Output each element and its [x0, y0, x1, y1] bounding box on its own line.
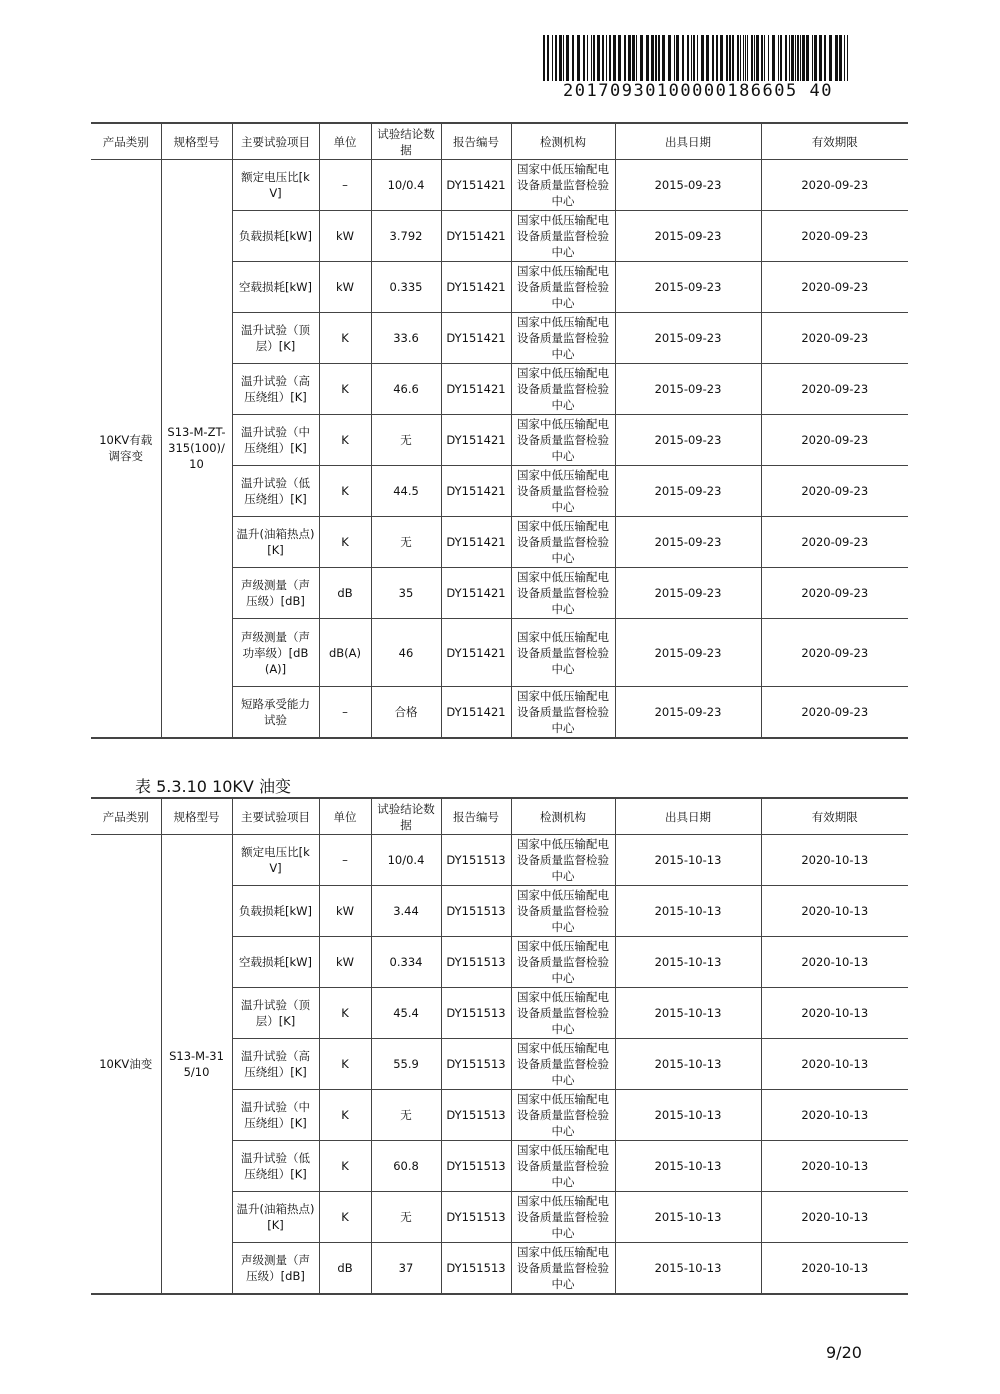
col-header-unit: 单位: [319, 123, 371, 160]
valid-cell: 2020-09-23: [761, 517, 908, 568]
barcode-bar: [563, 35, 564, 81]
report-cell: DY151421: [441, 262, 511, 313]
col-header-org: 检测机构: [511, 123, 615, 160]
unit-cell: K: [319, 1090, 371, 1141]
org-cell: 国家中低压输配电设备质量监督检验中心: [511, 1141, 615, 1192]
org-cell: 国家中低压输配电设备质量监督检验中心: [511, 262, 615, 313]
org-cell: 国家中低压输配电设备质量监督检验中心: [511, 835, 615, 886]
item-cell: 声级测量（声压级）[dB]: [232, 1243, 319, 1294]
valid-cell: 2020-09-23: [761, 211, 908, 262]
value-cell: 46: [371, 619, 441, 687]
valid-cell: 2020-09-23: [761, 687, 908, 738]
issued-cell: 2015-09-23: [615, 517, 761, 568]
barcode-bar: [632, 35, 635, 81]
barcode: [543, 35, 853, 81]
col-header-product: 产品类别: [91, 798, 161, 835]
unit-cell: K: [319, 1192, 371, 1243]
item-cell: 温升(油箱热点)[K]: [232, 517, 319, 568]
value-cell: 10/0.4: [371, 160, 441, 211]
unit-cell: K: [319, 313, 371, 364]
barcode-bar: [706, 35, 709, 81]
col-header-report: 报告编号: [441, 123, 511, 160]
col-header-issued: 出具日期: [615, 123, 761, 160]
value-cell: 35: [371, 568, 441, 619]
issued-cell: 2015-10-13: [615, 1192, 761, 1243]
barcode-bar: [789, 35, 790, 81]
org-cell: 国家中低压输配电设备质量监督检验中心: [511, 619, 615, 687]
unit-cell: K: [319, 1039, 371, 1090]
barcode-bar: [726, 35, 728, 81]
col-header-issued: 出具日期: [615, 798, 761, 835]
col-header-unit: 单位: [319, 798, 371, 835]
valid-cell: 2020-09-23: [761, 160, 908, 211]
org-cell: 国家中低压输配电设备质量监督检验中心: [511, 687, 615, 738]
barcode-bar: [844, 35, 845, 81]
value-cell: 55.9: [371, 1039, 441, 1090]
org-cell: 国家中低压输配电设备质量监督检验中心: [511, 1192, 615, 1243]
barcode-bar: [806, 35, 809, 81]
barcode-bar: [547, 35, 549, 81]
issued-cell: 2015-10-13: [615, 988, 761, 1039]
org-cell: 国家中低压输配电设备质量监督检验中心: [511, 937, 615, 988]
col-header-product: 产品类别: [91, 123, 161, 160]
report-cell: DY151421: [441, 160, 511, 211]
table-row: [91, 835, 908, 886]
col-header-model: 规格型号: [161, 798, 232, 835]
barcode-bar: [819, 35, 822, 81]
barcode-bar: [606, 35, 607, 81]
model-cell: S13-M-ZT-315(100)/10: [161, 160, 232, 738]
unit-cell: –: [319, 835, 371, 886]
report-cell: DY151513: [441, 937, 511, 988]
barcode-bar: [797, 35, 799, 81]
unit-cell: kW: [319, 211, 371, 262]
barcode-bar: [668, 35, 671, 81]
item-cell: 温升试验（低压绕组）[K]: [232, 1141, 319, 1192]
issued-cell: 2015-09-23: [615, 313, 761, 364]
barcode-bar: [662, 35, 665, 81]
item-cell: 温升试验（中压绕组）[K]: [232, 415, 319, 466]
item-cell: 空载损耗[kW]: [232, 262, 319, 313]
col-header-valid: 有效期限: [761, 798, 908, 835]
valid-cell: 2020-09-23: [761, 415, 908, 466]
barcode-bar: [543, 35, 545, 81]
unit-cell: K: [319, 1141, 371, 1192]
issued-cell: 2015-10-13: [615, 1141, 761, 1192]
issued-cell: 2015-09-23: [615, 262, 761, 313]
barcode-bar: [583, 35, 585, 81]
barcode-bar: [729, 35, 731, 81]
barcode-bar: [555, 35, 557, 81]
barcode-bar: [636, 35, 637, 81]
barcode-bar: [754, 35, 755, 81]
item-cell: 负载损耗[kW]: [232, 886, 319, 937]
unit-cell: dB: [319, 1243, 371, 1294]
barcode-bar: [847, 35, 848, 81]
barcode-bar: [745, 35, 746, 81]
barcode-bar: [609, 35, 611, 81]
value-cell: 无: [371, 1192, 441, 1243]
barcode-bar: [778, 35, 779, 81]
valid-cell: 2020-10-13: [761, 988, 908, 1039]
item-cell: 温升试验（顶层）[K]: [232, 988, 319, 1039]
barcode-bar: [572, 35, 574, 81]
report-cell: DY151421: [441, 687, 511, 738]
item-cell: 声级测量（声压级）[dB]: [232, 568, 319, 619]
barcode-bar: [682, 35, 684, 81]
barcode-bar: [737, 35, 739, 81]
report-cell: DY151513: [441, 1039, 511, 1090]
barcode-bar: [658, 35, 660, 81]
col-header-org: 检测机构: [511, 798, 615, 835]
value-cell: 合格: [371, 687, 441, 738]
report-cell: DY151513: [441, 1192, 511, 1243]
value-cell: 无: [371, 1090, 441, 1141]
barcode-bar: [691, 35, 692, 81]
unit-cell: K: [319, 466, 371, 517]
org-cell: 国家中低压输配电设备质量监督检验中心: [511, 415, 615, 466]
barcode-bar: [651, 35, 654, 81]
barcode-bar: [785, 35, 787, 81]
unit-cell: K: [319, 517, 371, 568]
item-cell: 空载损耗[kW]: [232, 937, 319, 988]
unit-cell: dB: [319, 568, 371, 619]
barcode-bar: [764, 35, 765, 81]
issued-cell: 2015-10-13: [615, 835, 761, 886]
item-cell: 温升试验（顶层）[K]: [232, 313, 319, 364]
issued-cell: 2015-09-23: [615, 466, 761, 517]
col-header-valid: 有效期限: [761, 123, 908, 160]
product-cell: 10KV油变: [91, 835, 161, 1294]
org-cell: 国家中低压输配电设备质量监督检验中心: [511, 1243, 615, 1294]
item-cell: 额定电压比[kV]: [232, 835, 319, 886]
issued-cell: 2015-09-23: [615, 415, 761, 466]
unit-cell: K: [319, 364, 371, 415]
unit-cell: –: [319, 160, 371, 211]
issued-cell: 2015-09-23: [615, 211, 761, 262]
item-cell: 温升试验（中压绕组）[K]: [232, 1090, 319, 1141]
barcode-bar: [768, 35, 769, 81]
report-cell: DY151421: [441, 517, 511, 568]
org-cell: 国家中低压输配电设备质量监督检验中心: [511, 517, 615, 568]
org-cell: 国家中低压输配电设备质量监督检验中心: [511, 313, 615, 364]
org-cell: 国家中低压输配电设备质量监督检验中心: [511, 1090, 615, 1141]
value-cell: 0.335: [371, 262, 441, 313]
value-cell: 33.6: [371, 313, 441, 364]
barcode-bar: [712, 35, 714, 81]
value-cell: 无: [371, 415, 441, 466]
barcode-bar: [829, 35, 832, 81]
unit-cell: K: [319, 988, 371, 1039]
valid-cell: 2020-10-13: [761, 835, 908, 886]
barcode-bar: [655, 35, 657, 81]
org-cell: 国家中低压输配电设备质量监督检验中心: [511, 1039, 615, 1090]
valid-cell: 2020-09-23: [761, 313, 908, 364]
valid-cell: 2020-09-23: [761, 619, 908, 687]
barcode-bar: [640, 35, 643, 81]
report-cell: DY151421: [441, 466, 511, 517]
report-cell: DY151513: [441, 1141, 511, 1192]
test-results-table-1: [91, 122, 908, 739]
report-cell: DY151513: [441, 1243, 511, 1294]
barcode-bar: [613, 35, 616, 81]
org-cell: 国家中低压输配电设备质量监督检验中心: [511, 568, 615, 619]
value-cell: 46.6: [371, 364, 441, 415]
unit-cell: kW: [319, 937, 371, 988]
table-header-row: [91, 798, 908, 835]
item-cell: 短路承受能力试验: [232, 687, 319, 738]
report-cell: DY151421: [441, 313, 511, 364]
report-cell: DY151513: [441, 886, 511, 937]
valid-cell: 2020-09-23: [761, 364, 908, 415]
valid-cell: 2020-10-13: [761, 1141, 908, 1192]
valid-cell: 2020-10-13: [761, 1192, 908, 1243]
barcode-bar: [701, 35, 704, 81]
issued-cell: 2015-09-23: [615, 364, 761, 415]
valid-cell: 2020-09-23: [761, 466, 908, 517]
value-cell: 0.334: [371, 937, 441, 988]
valid-cell: 2020-09-23: [761, 568, 908, 619]
unit-cell: –: [319, 687, 371, 738]
barcode-bar: [566, 35, 569, 81]
report-cell: DY151513: [441, 1090, 511, 1141]
org-cell: 国家中低压输配电设备质量监督检验中心: [511, 466, 615, 517]
org-cell: 国家中低压输配电设备质量监督检验中心: [511, 160, 615, 211]
issued-cell: 2015-09-23: [615, 160, 761, 211]
report-cell: DY151421: [441, 211, 511, 262]
barcode-bar: [751, 35, 753, 81]
report-cell: DY151421: [441, 364, 511, 415]
barcode-bar: [835, 35, 838, 81]
barcode-bar: [740, 35, 741, 81]
barcode-bar: [839, 35, 842, 81]
barcode-bar: [646, 35, 649, 81]
value-cell: 3.792: [371, 211, 441, 262]
valid-cell: 2020-10-13: [761, 937, 908, 988]
value-cell: 45.4: [371, 988, 441, 1039]
barcode-bar: [597, 35, 600, 81]
barcode-bar: [697, 35, 698, 81]
barcode-bar: [720, 35, 723, 81]
barcode-bar: [624, 35, 626, 81]
valid-cell: 2020-10-13: [761, 1243, 908, 1294]
col-header-value: 试验结论数据: [371, 798, 441, 835]
test-results-table-2: [91, 797, 908, 1295]
barcode-bar: [693, 35, 695, 81]
issued-cell: 2015-09-23: [615, 568, 761, 619]
value-cell: 44.5: [371, 466, 441, 517]
issued-cell: 2015-09-23: [615, 619, 761, 687]
value-cell: 10/0.4: [371, 835, 441, 886]
barcode-bar: [676, 35, 679, 81]
unit-cell: dB(A): [319, 619, 371, 687]
barcode-bar: [628, 35, 631, 81]
barcode-bar: [587, 35, 588, 81]
col-header-item: 主要试验项目: [232, 798, 319, 835]
org-cell: 国家中低压输配电设备质量监督检验中心: [511, 886, 615, 937]
barcode-bar: [743, 35, 744, 81]
col-header-report: 报告编号: [441, 798, 511, 835]
report-cell: DY151421: [441, 415, 511, 466]
item-cell: 温升试验（低压绕组）[K]: [232, 466, 319, 517]
issued-cell: 2015-10-13: [615, 1243, 761, 1294]
unit-cell: kW: [319, 886, 371, 937]
barcode-bar: [791, 35, 794, 81]
barcode-bar: [780, 35, 782, 81]
col-header-item: 主要试验项目: [232, 123, 319, 160]
product-cell: 10KV有载调容变: [91, 160, 161, 738]
barcode-bar: [812, 35, 813, 81]
table-row: [91, 160, 908, 211]
org-cell: 国家中低压输配电设备质量监督检验中心: [511, 211, 615, 262]
issued-cell: 2015-10-13: [615, 1039, 761, 1090]
barcode-bar: [559, 35, 562, 81]
valid-cell: 2020-10-13: [761, 1039, 908, 1090]
item-cell: 温升(油箱热点)[K]: [232, 1192, 319, 1243]
barcode-bar: [552, 35, 553, 81]
barcode-bar: [732, 35, 734, 81]
valid-cell: 2020-09-23: [761, 262, 908, 313]
value-cell: 60.8: [371, 1141, 441, 1192]
issued-cell: 2015-10-13: [615, 937, 761, 988]
value-cell: 3.44: [371, 886, 441, 937]
barcode-bar: [802, 35, 805, 81]
barcode-bar: [674, 35, 675, 81]
barcode-bar: [824, 35, 826, 81]
barcode-bar: [800, 35, 801, 81]
barcode-bar: [761, 35, 763, 81]
report-cell: DY151421: [441, 619, 511, 687]
valid-cell: 2020-10-13: [761, 1090, 908, 1141]
barcode-bar: [593, 35, 595, 81]
report-cell: DY151513: [441, 988, 511, 1039]
issued-cell: 2015-10-13: [615, 886, 761, 937]
item-cell: 温升试验（高压绕组）[K]: [232, 1039, 319, 1090]
report-cell: DY151513: [441, 835, 511, 886]
valid-cell: 2020-10-13: [761, 886, 908, 937]
item-cell: 负载损耗[kW]: [232, 211, 319, 262]
item-cell: 额定电压比[kV]: [232, 160, 319, 211]
unit-cell: kW: [319, 262, 371, 313]
report-cell: DY151421: [441, 568, 511, 619]
barcode-bar: [747, 35, 748, 81]
page-number: 9/20: [826, 1343, 862, 1362]
issued-cell: 2015-10-13: [615, 1090, 761, 1141]
barcode-bar: [756, 35, 759, 81]
barcode-number: 20170930100000186605 40: [563, 81, 833, 101]
table-caption: 表 5.3.10 10KV 油变: [135, 777, 291, 796]
model-cell: S13-M-315/10: [161, 835, 232, 1294]
value-cell: 无: [371, 517, 441, 568]
barcode-bar: [814, 35, 817, 81]
unit-cell: K: [319, 415, 371, 466]
barcode-bar: [772, 35, 775, 81]
table-header-row: [91, 123, 908, 160]
barcode-bar: [591, 35, 592, 81]
value-cell: 37: [371, 1243, 441, 1294]
barcode-bar: [795, 35, 796, 81]
org-cell: 国家中低压输配电设备质量监督检验中心: [511, 364, 615, 415]
barcode-bar: [716, 35, 718, 81]
barcode-bar: [602, 35, 604, 81]
col-header-value: 试验结论数据: [371, 123, 441, 160]
barcode-bar: [618, 35, 621, 81]
barcode-bar: [577, 35, 580, 81]
col-header-model: 规格型号: [161, 123, 232, 160]
org-cell: 国家中低压输配电设备质量监督检验中心: [511, 988, 615, 1039]
item-cell: 温升试验（高压绕组）[K]: [232, 364, 319, 415]
issued-cell: 2015-09-23: [615, 687, 761, 738]
barcode-bar: [687, 35, 689, 81]
item-cell: 声级测量（声功率级）[dB(A)]: [232, 619, 319, 687]
